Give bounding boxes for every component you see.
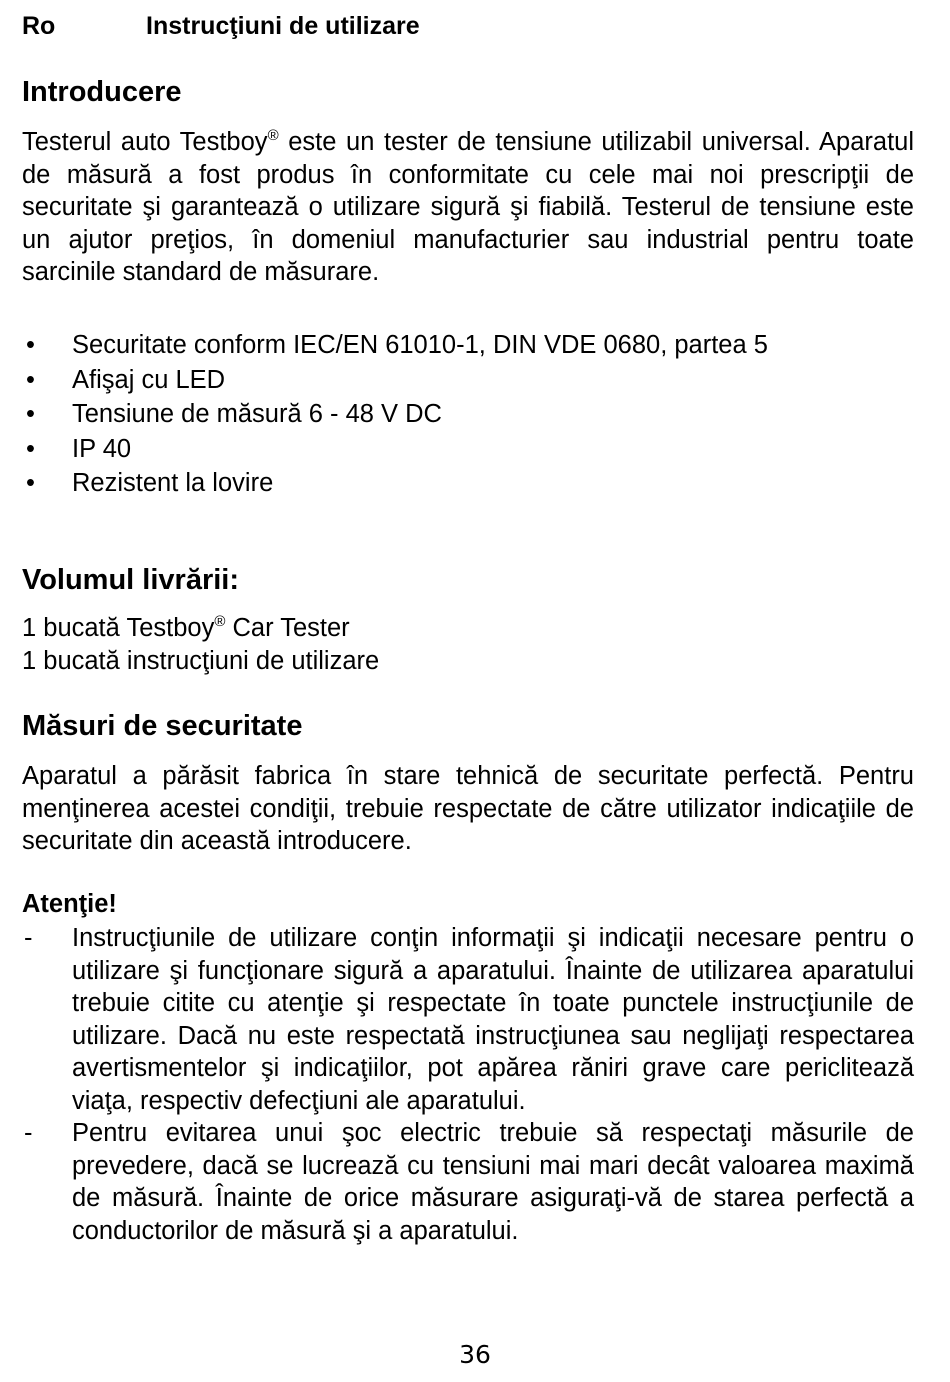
attention-heading: Atenţie!	[22, 890, 117, 918]
delivery-item	[22, 612, 914, 645]
list-item	[22, 467, 914, 500]
intro-text-start: Testerul auto Testboy	[22, 128, 268, 156]
warning-list	[22, 922, 914, 1247]
page-header	[22, 12, 420, 41]
registered-mark: ®	[267, 127, 279, 144]
bullet: •	[26, 434, 35, 463]
document-title: Instrucţiuni de utilizare	[146, 12, 420, 40]
bullet: •	[26, 365, 35, 394]
feature-text: Rezistent la lovire	[72, 469, 274, 497]
dash-marker: -	[24, 1119, 33, 1147]
bullet: •	[26, 400, 35, 428]
page-number: 36	[459, 1340, 491, 1369]
list-item	[22, 433, 914, 466]
list-item	[22, 329, 914, 362]
delivery-item: 1 bucată instrucţiuni de utilizare	[22, 646, 380, 675]
list-item	[22, 922, 914, 1117]
delivery-list	[22, 612, 914, 677]
list-item	[22, 1117, 914, 1247]
delivery-item-text-rest: Car Tester	[225, 614, 350, 642]
intro-paragraph	[22, 126, 914, 289]
list-item	[22, 398, 914, 431]
warning-text: Pentru evitarea unui şoc electric trebuie să respectaţi măsurile de prevedere, dacă se lucrează cu tensiuni mai mari decât valoarea maximă de măsură. Înainte de orice măsurare asiguraţi-vă de starea perfectă a conductorilor de măsură şi a aparatului.	[72, 1119, 914, 1245]
intro-text-rest: este un tester de tensiune utilizabil universal. Aparatul de măsură a fost produs în conformitate cu cele mai noi prescripţii de securitate şi garantează o utilizare sigură şi fiabilă. Testerul de tensiune este un ajutor preţios, în domeniul manufacturier sau industrial pentru toate sarcinile standard de măsurare.	[22, 128, 914, 286]
safety-heading: Măsuri de securitate	[22, 710, 303, 742]
feature-text: Tensiune de măsură 6 - 48 V DC	[72, 400, 442, 428]
safety-paragraph: Aparatul a părăsit fabrica în stare tehnică de securitate perfectă. Pentru menţinerea acestei condiţii, trebuie respectate de către utilizator indicaţiile de securitate din această introducere.	[22, 762, 914, 855]
list-item	[22, 364, 914, 397]
bullet: •	[26, 331, 35, 359]
feature-text: IP 40	[72, 434, 132, 463]
warning-text: Instrucţiunile de utilizare conţin informaţii şi indicaţii necesare pentru o utilizare şi funcţionare sigură a aparatului. Înainte de utilizarea aparatului trebuie citite cu atenţie şi respectate în toate punctele instrucţiunile de utilizare. Dacă nu este respectată instrucţiunea sau neglijaţi respectarea avertismentelor şi indicaţiilor, pot apărea răniri grave care periclitează viaţa, respectiv defecţiuni ale aparatului.	[72, 924, 914, 1115]
feature-list	[22, 329, 914, 502]
intro-heading: Introducere	[22, 76, 182, 108]
delivery-item-text: 1 bucată Testboy	[22, 614, 215, 642]
bullet: •	[26, 469, 35, 497]
delivery-heading: Volumul livrării:	[22, 564, 240, 596]
language-code: Ro	[22, 12, 56, 40]
feature-text: Securitate conform IEC/EN 61010-1, DIN VDE 0680, partea 5	[72, 331, 768, 359]
feature-text: Afişaj cu LED	[72, 365, 226, 394]
dash-marker: -	[24, 924, 33, 952]
registered-mark: ®	[214, 613, 226, 630]
